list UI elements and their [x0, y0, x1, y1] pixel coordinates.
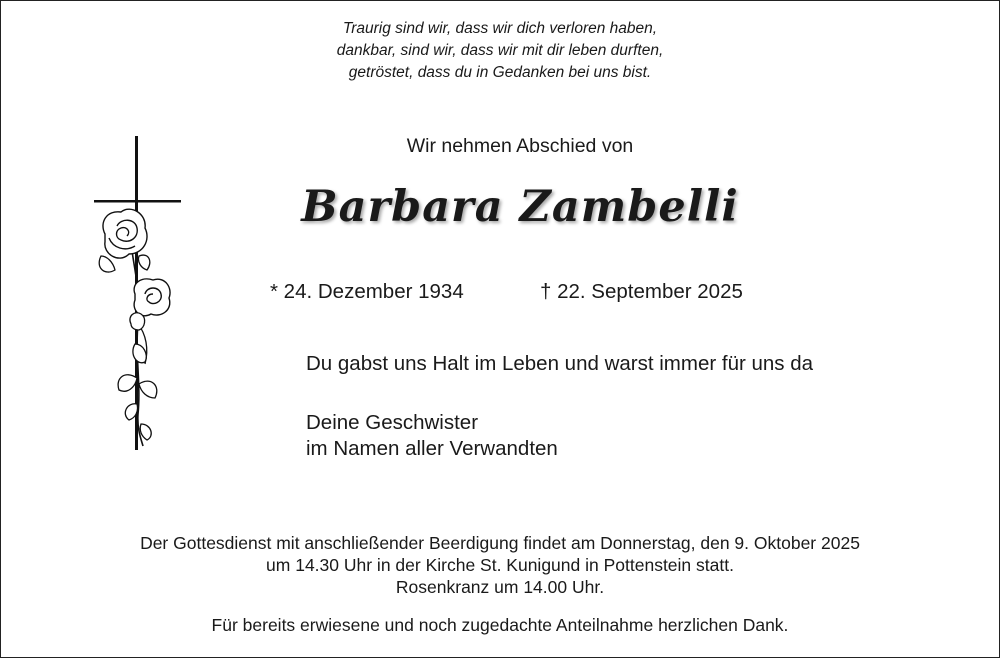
thanks-text: Für bereits erwiesene und noch zugedachte Anteilnahme herzlichen Dank. — [211, 615, 789, 635]
poem-line: dankbar, sind wir, dass wir mit dir leben durften, — [336, 42, 664, 59]
mourners — [306, 410, 558, 462]
motto: Du gabst uns Halt im Leben und warst immer für uns da — [306, 352, 814, 375]
deceased-name: Barbara Zambelli — [301, 182, 739, 232]
service-line: Der Gottesdienst mit anschließender Beerdigung findet am Donnerstag, den 9. Oktober 2025 — [140, 533, 860, 553]
death-date: † 22. September 2025 — [540, 280, 743, 303]
poem-line: getröstet, dass du in Gedanken bei uns bist. — [348, 64, 652, 81]
mourners-line: Deine Geschwister — [306, 411, 479, 434]
poem-line: Traurig sind wir, dass wir dich verloren haben, — [342, 20, 658, 37]
poem — [1, 18, 999, 84]
service-line: um 14.30 Uhr in der Kirche St. Kunigund in Pottenstein statt. — [266, 555, 734, 575]
service-info — [1, 532, 999, 598]
service-line: Rosenkranz um 14.00 Uhr. — [395, 577, 605, 597]
birth-date: * 24. Dezember 1934 — [270, 280, 464, 303]
intro-text: Wir nehmen Abschied von — [406, 135, 634, 157]
mourners-line: im Namen aller Verwandten — [306, 437, 558, 460]
